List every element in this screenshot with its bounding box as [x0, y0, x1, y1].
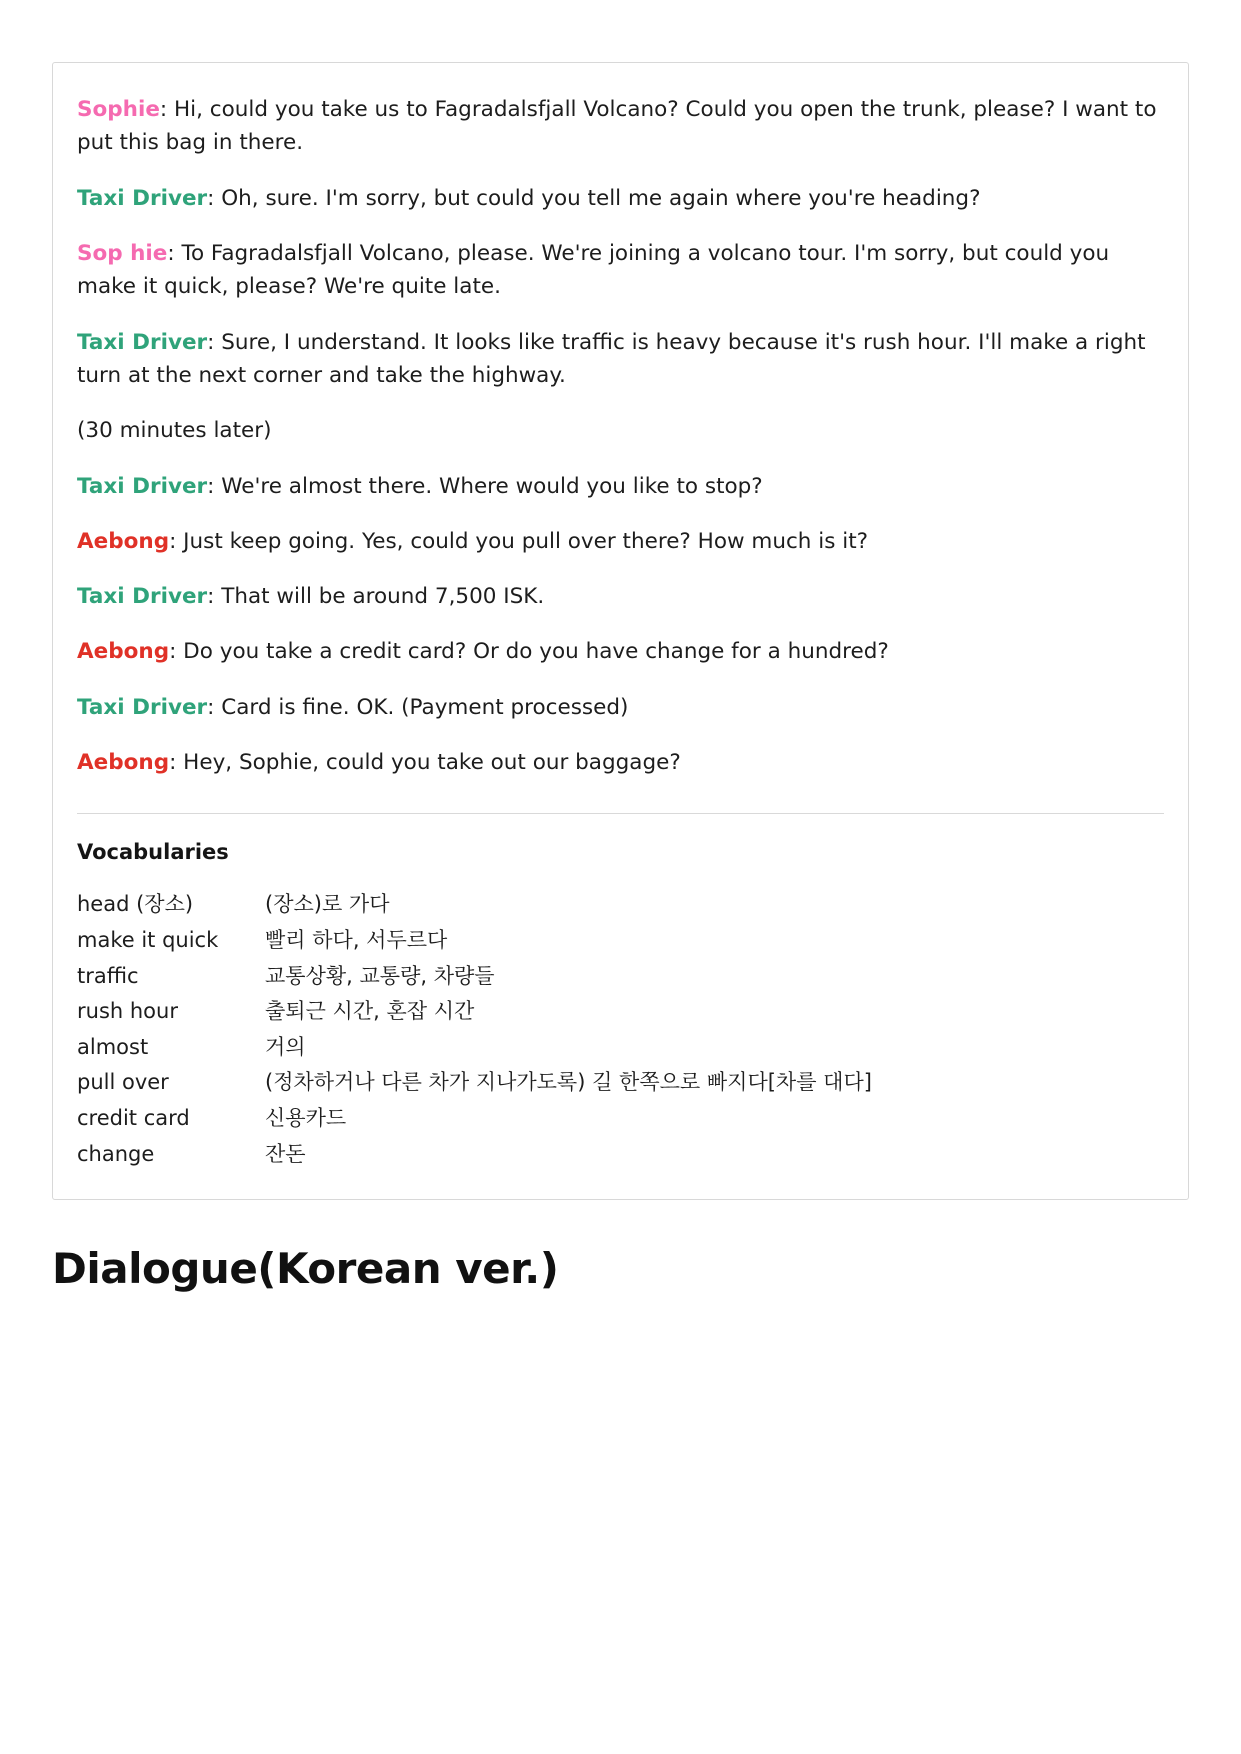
dialogue-text: : That will be around 7,500 ISK. [207, 584, 545, 610]
dialogue-text: : To Fagradalsfjall Volcano, please. We're joining a volcano tour. I'm sorry, but could you make it quick, please? We're quite late. [77, 240, 1110, 300]
dialogue-line [77, 635, 1164, 668]
vocabulary-row [77, 1102, 872, 1138]
dialogue-text: : Do you take a credit card? Or do you have change for a hundred? [169, 639, 889, 665]
vocabulary-term: almost [77, 1034, 149, 1059]
dialogue-line [77, 182, 1164, 215]
dialogue-text: : Just keep going. Yes, could you pull over there? How much is it? [169, 528, 869, 554]
vocabulary-row [77, 1066, 872, 1102]
dialogue-speaker: Taxi Driver [77, 473, 208, 499]
vocabulary-row [77, 1031, 872, 1067]
dialogue-line [77, 746, 1164, 779]
vocabularies-heading: Vocabularies [77, 840, 229, 865]
dialogue-text: : Sure, I understand. It looks like traffic is heavy because it's rush hour. I'll make a right turn at the next corner and take the highway. [77, 329, 1146, 388]
dialogue-speaker: Sophie [77, 97, 160, 122]
vocabulary-row [77, 924, 872, 960]
dialogue-text: : Hi, could you take us to Fagradalsfjall Volcano? Could you open the trunk, please? I want to put this bag in there. [77, 97, 1157, 156]
vocabulary-meaning: (정차하거나 다른 차가 지나가도록) 길 한쪽으로 빠지다[차를 대다] [265, 1070, 872, 1095]
dialogue-text: : We're almost there. Where would you like to stop? [207, 473, 763, 499]
dialogue-line [77, 237, 1164, 304]
dialogue-text: : Card is fine. OK. (Payment processed) [207, 694, 629, 720]
dialogue-speaker: Taxi Driver [77, 584, 208, 610]
vocabulary-meaning: 잔돈 [265, 1141, 306, 1166]
vocabulary-term: make it quick [77, 927, 219, 952]
dialogue-speaker: Taxi Driver [77, 185, 208, 211]
dialogue-card [52, 62, 1189, 1200]
vocabulary-term: pull over [77, 1070, 169, 1095]
vocabulary-term: head (장소) [77, 892, 194, 917]
dialogue-lines [77, 93, 1164, 779]
vocabulary-meaning: 거의 [265, 1034, 306, 1059]
vocabulary-row [77, 1138, 872, 1174]
section-divider [77, 813, 1164, 814]
vocabulary-meaning: 교통상황, 교통량, 차량들 [265, 963, 495, 988]
vocabulary-meaning: 빨리 하다, 서두르다 [265, 927, 448, 952]
dialogue-line [77, 470, 1164, 503]
dialogue-text: : Hey, Sophie, could you take out our baggage? [169, 750, 681, 776]
vocabulary-term: credit card [77, 1105, 190, 1130]
dialogue-speaker: Aebong [77, 750, 170, 776]
dialogue-speaker: Sop hie [77, 240, 168, 266]
dialogue-line [77, 691, 1164, 724]
vocabulary-row [77, 960, 872, 996]
dialogue-line [77, 580, 1164, 613]
dialogue-line [77, 326, 1164, 393]
vocabulary-row [77, 995, 872, 1031]
vocabulary-row [77, 888, 872, 924]
page-title: Dialogue(Korean ver.) [52, 1244, 559, 1294]
dialogue-speaker: Aebong [77, 528, 170, 554]
dialogue-speaker: Aebong [77, 639, 170, 665]
dialogue-line [77, 93, 1164, 160]
vocabulary-term: rush hour [77, 999, 178, 1024]
dialogue-text: : Oh, sure. I'm sorry, but could you tell me again where you're heading? [207, 185, 981, 211]
vocabulary-term: traffic [77, 963, 139, 988]
vocabulary-meaning: 신용카드 [265, 1105, 347, 1130]
dialogue-speaker: Taxi Driver [77, 329, 208, 355]
vocabulary-meaning: (장소)로 가다 [265, 892, 390, 917]
dialogue-speaker: Taxi Driver [77, 694, 208, 720]
vocabularies-table [77, 888, 872, 1173]
dialogue-line [77, 525, 1164, 558]
vocabulary-meaning: 출퇴근 시간, 혼잡 시간 [265, 999, 475, 1024]
vocabulary-term: change [77, 1141, 155, 1166]
dialogue-narration: (30 minutes later) [77, 418, 272, 444]
